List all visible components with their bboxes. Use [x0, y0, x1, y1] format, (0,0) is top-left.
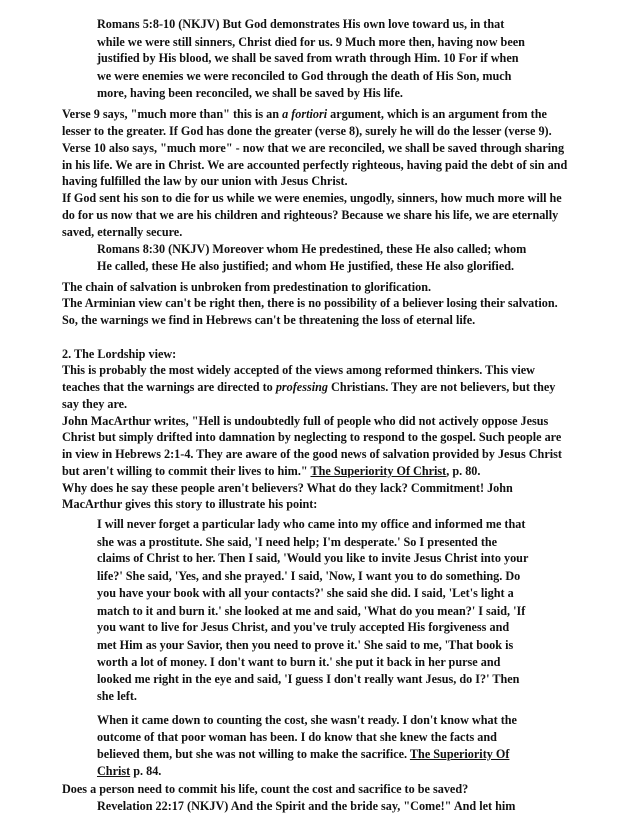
- para1-line-4: in his life. We are in Christ. We are accounted perfectly righteous, having paid the debt of sin and: [62, 158, 568, 172]
- section-heading-lordship-view: 2. The Lordship view:: [62, 347, 177, 361]
- story-quote-line-1: I will never forget a particular lady who came into my office and informed me that: [97, 517, 526, 531]
- story-quote-line-6: match to it and burn it.' she looked at me and said, 'What do you mean?' I said, 'If: [97, 604, 526, 618]
- para1-line-5: having fulfilled the law by our union with Jesus Christ.: [62, 174, 348, 188]
- quote-romans-5-line-3: justified by His blood, we shall be saved from wrath through Him. 10 For if when: [97, 51, 519, 65]
- para2-line-3: So, the warnings we find in Hebrews can't be threatening the loss of eternal life.: [62, 313, 476, 327]
- para3-line-1: Does a person need to commit his life, count the cost and sacrifice to be saved?: [62, 782, 469, 796]
- para1-line-3: Verse 10 also says, "much more" - now that we are reconciled, we shall be saved through sharing: [62, 141, 565, 155]
- section2-line-8: Why does he say these people aren't believers? What do they lack? Commitment! John: [62, 481, 513, 495]
- section2-line-5: Christ but simply drifted into damnation by neglecting to respond to the gospel. Such people are: [62, 430, 562, 444]
- section2-line-6: in view in Hebrews 2:1-4. They are aware of the good news of salvation provided by Jesus Christ: [62, 447, 562, 461]
- section2-line-1: This is probably the most widely accepted of the views among reformed thinkers. This view: [62, 363, 535, 377]
- story-quote-line-7: you want to live for Jesus Christ, and you've truly accepted His forgiveness and: [97, 620, 510, 634]
- conclusion-quote-line-2: outcome of that poor woman has been. I do know that she knew the facts and: [97, 730, 497, 744]
- term-a-fortiori: a fortiori: [282, 107, 328, 121]
- story-quote-line-2: she was a prostitute. She said, 'I need help; I'm desperate.' So I presented the: [97, 535, 498, 549]
- book-title-superiority-of-christ: The Superiority Of Christ: [310, 464, 447, 478]
- story-quote-line-11: she left.: [97, 689, 137, 703]
- quote-romans-5-line-2: while we were still sinners, Christ died for us. 9 Much more then, having now been: [97, 35, 525, 49]
- para1-line-2: lesser to the greater. If God has done the greater (verse 8), surely he will do the lesser (verse 9).: [62, 124, 552, 138]
- para1-line-1: Verse 9 says, "much more than" this is an a fortiori argument, which is an argument from the: [62, 107, 547, 121]
- quote-romans-8-line-1: Romans 8:30 (NKJV) Moreover whom He predestined, these He also called; whom: [97, 242, 527, 256]
- conclusion-quote-line-3: believed them, but she was not willing to make the sacrifice. The Superiority Of: [97, 747, 510, 761]
- para1-line-8: saved, eternally secure.: [62, 225, 183, 239]
- para2-line-2: The Arminian view can't be right then, there is no possibility of a believer losing their salvation.: [62, 296, 558, 310]
- story-quote-line-5: you have your book with all your contacts?' she said she did. I said, 'Let's light a: [97, 586, 514, 600]
- quote-romans-8-line-2: He called, these He also justified; and whom He justified, these He also glorified.: [97, 259, 515, 273]
- story-quote-line-9: worth a lot of money. I don't want to burn it.' she put it back in her purse and: [97, 655, 501, 669]
- book-title-superiority-of-christ-2b: Christ: [97, 764, 131, 778]
- section2-line-2: teaches that the warnings are directed to professing Christians. They are not believers, but they: [62, 380, 556, 394]
- section2-line-4: John MacArthur writes, "Hell is undoubtedly full of people who did not actively oppose Jesus: [62, 414, 549, 428]
- quote-romans-5-line-1: Romans 5:8-10 (NKJV) But God demonstrates His own love toward us, in that: [97, 17, 505, 31]
- section2-line-3: say they are.: [62, 397, 128, 411]
- para1-line-7: do for us now that we are his children and righteous? Because we share his life, we are eternally: [62, 208, 559, 222]
- section2-line-7: but aren't willing to commit their lives to him." The Superiority Of Christ, p. 80.: [62, 464, 481, 478]
- story-quote-line-3: claims of Christ to her. Then I said, 'Would you like to invite Jesus Christ into your: [97, 551, 529, 565]
- section2-line-9: MacArthur gives this story to illustrate his point:: [62, 497, 318, 511]
- story-quote-line-8: met Him as your Savior, then you need to prove it.' She said to me, 'That book is: [97, 638, 514, 652]
- quote-romans-5-line-5: more, having been reconciled, we shall be saved by His life.: [97, 86, 403, 100]
- conclusion-quote-line-4: Christ p. 84.: [97, 764, 162, 778]
- para2-line-1: The chain of salvation is unbroken from predestination to glorification.: [62, 280, 432, 294]
- term-professing: professing: [275, 380, 328, 394]
- para1-line-6: If God sent his son to die for us while we were enemies, ungodly, sinners, how much more will he: [62, 191, 562, 205]
- quote-romans-5-line-4: we were enemies we were reconciled to God through the death of His Son, much: [97, 69, 512, 83]
- story-quote-line-10: looked me right in the eye and said, 'I guess I don't really want Jesus, do I?' Then: [97, 672, 520, 686]
- conclusion-quote-line-1: When it came down to counting the cost, she wasn't ready. I don't know what the: [97, 713, 517, 727]
- revelation-quote-line-1: Revelation 22:17 (NKJV) And the Spirit and the bride say, "Come!" And let him: [97, 799, 516, 813]
- book-title-superiority-of-christ-2a: The Superiority Of: [409, 747, 510, 761]
- story-quote-line-4: life?' She said, 'Yes, and she prayed.' I said, 'Now, I want you to do something. Do: [97, 569, 521, 583]
